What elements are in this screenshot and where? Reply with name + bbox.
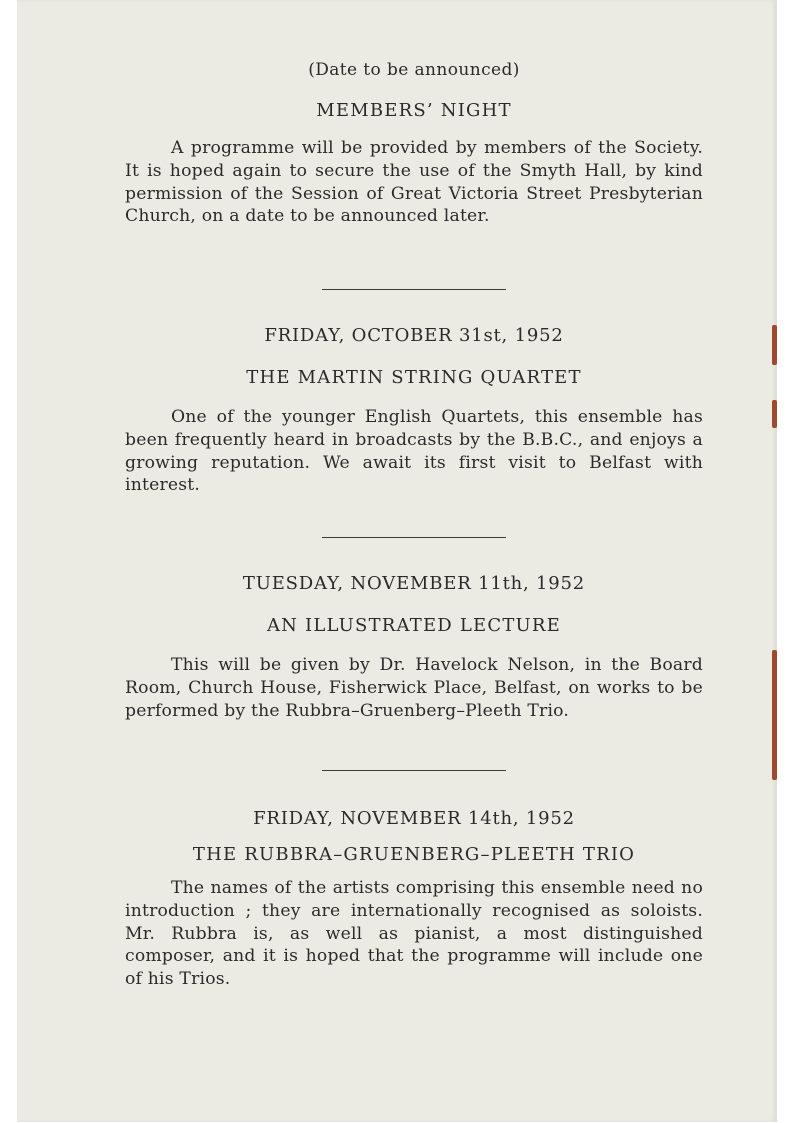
event-title: THE RUBBRA–GRUENBERG–PLEETH TRIO	[192, 844, 636, 865]
page-edge-mark	[772, 400, 777, 428]
page-edge-mark	[772, 650, 777, 780]
section-divider	[125, 537, 703, 538]
event-description: This will be given by Dr. Havelock Nelson, in the Board Room, Church House, Fisherwick Place, Belfast, on works to be performed by the Rubbra–Gruenberg–Pleeth Trio.	[125, 655, 703, 721]
event-title: MEMBERS’ NIGHT	[316, 100, 512, 121]
event-date: FRIDAY, OCTOBER 31st, 1952	[264, 325, 564, 346]
event-description: One of the younger English Quartets, this ensemble has been frequently heard in broadcasts by the B.B.C., and enjoys a growing reputation. We await its first visit to Belfast with interest.	[125, 407, 703, 496]
event-title: THE MARTIN STRING QUARTET	[246, 367, 582, 388]
event-description: A programme will be provided by members of the Society. It is hoped again to secure the use of the Smyth Hall, by kind permission of the Session of Great Victoria Street Presbyterian Church, on a date to be announced later.	[125, 138, 703, 227]
section-divider	[125, 770, 703, 771]
section-divider	[125, 289, 703, 290]
event-date: TUESDAY, NOVEMBER 11th, 1952	[242, 573, 586, 594]
event-date: FRIDAY, NOVEMBER 14th, 1952	[253, 808, 575, 829]
event-description: The names of the artists comprising this ensemble need no introduction ; they are internationally recognised as soloists. Mr. Rubbra is, as well as pianist, a most distinguished composer, and it is hoped that the programme will include one of his Trios.	[125, 878, 703, 990]
event-title: AN ILLUSTRATED LECTURE	[266, 615, 561, 636]
event-section	[125, 56, 703, 228]
event-section	[125, 323, 703, 497]
document-page	[17, 0, 777, 1122]
event-section	[125, 806, 703, 991]
page-edge-mark	[772, 325, 777, 365]
event-section	[125, 571, 703, 722]
event-date: (Date to be announced)	[308, 60, 520, 80]
